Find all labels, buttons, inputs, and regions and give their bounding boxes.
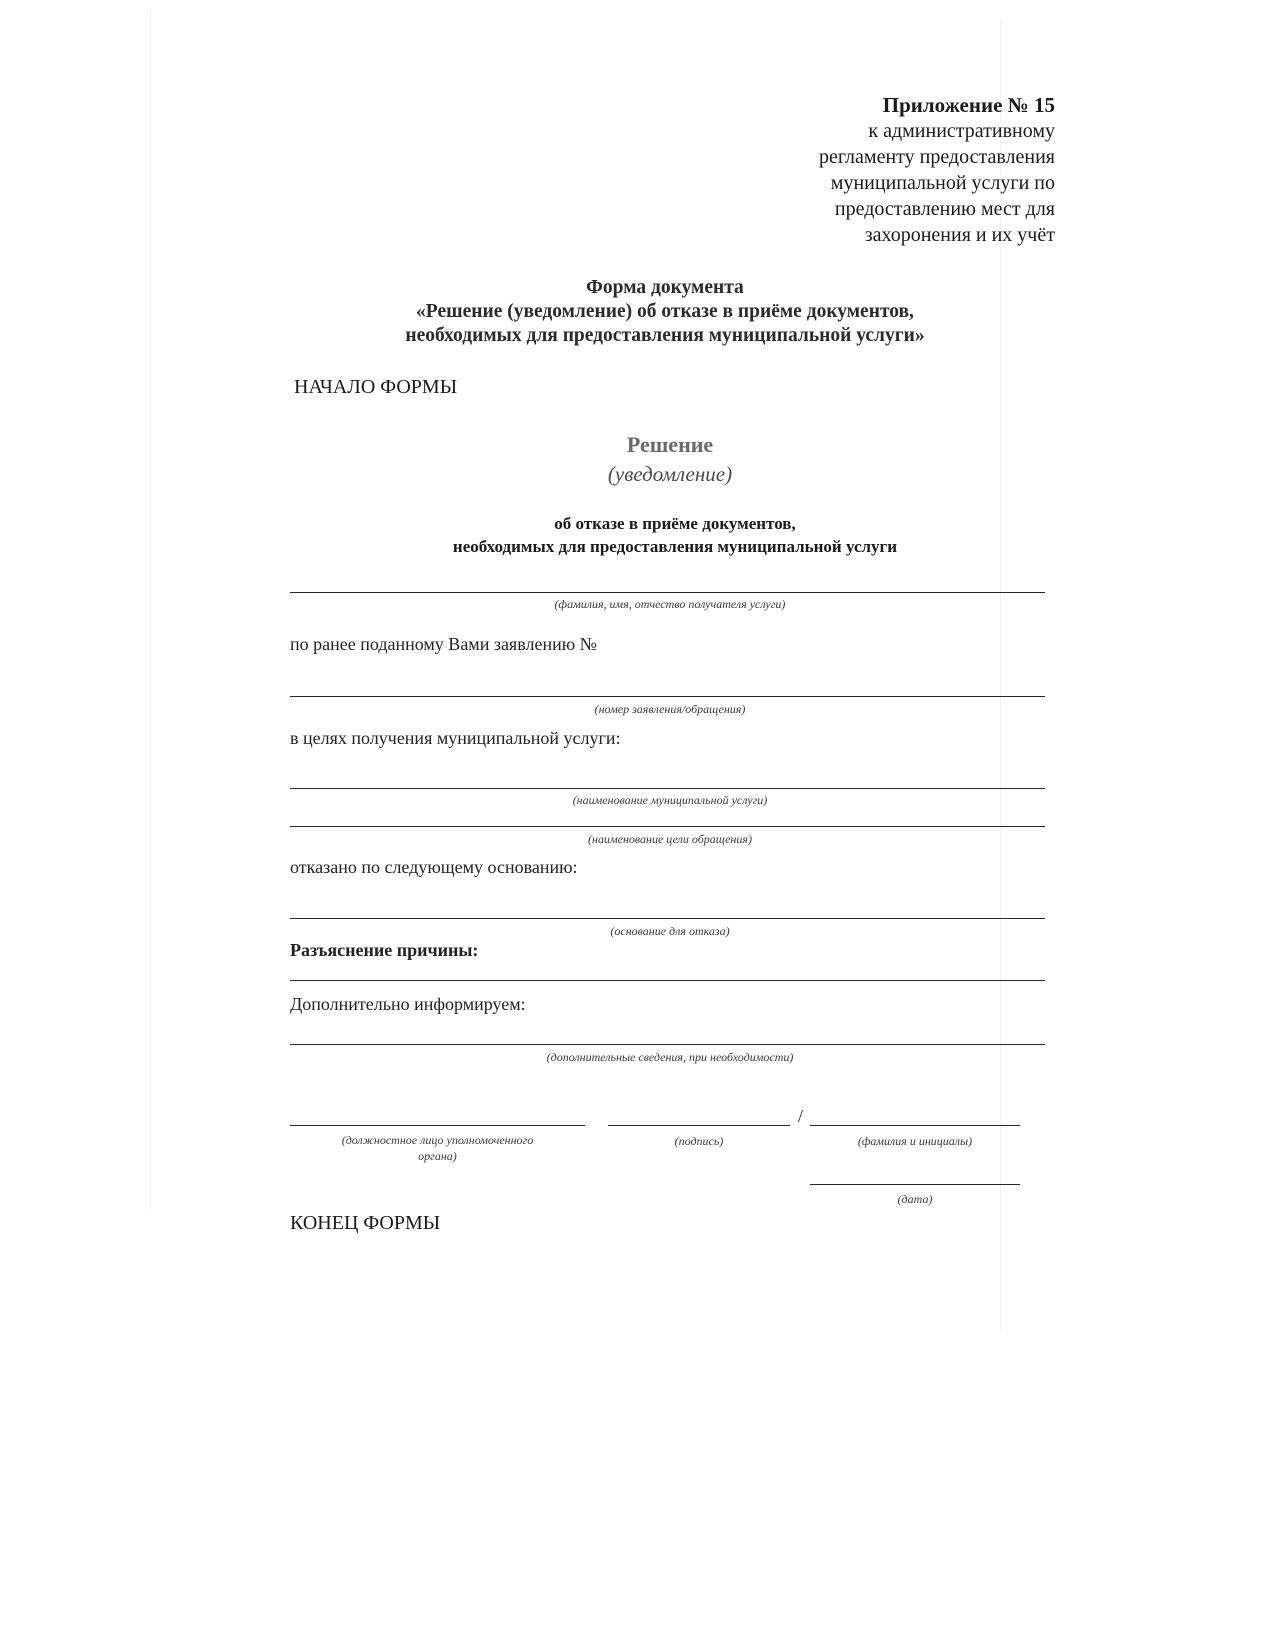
signature-separator: / — [798, 1106, 804, 1126]
date-line[interactable] — [810, 1184, 1020, 1185]
purpose-line[interactable] — [290, 826, 1045, 827]
form-end-marker: КОНЕЦ ФОРМЫ — [290, 1212, 441, 1234]
official-caption-line1: (должностное лицо уполномоченного — [341, 1133, 534, 1147]
appendix-block — [635, 92, 1055, 248]
appendix-line: муниципальной услуги по — [830, 172, 1055, 194]
official-line[interactable] — [290, 1125, 585, 1126]
decision-about-line1: об отказе в приёме документов, — [554, 514, 796, 533]
decision-about-line2: необходимых для предоставления муниципальной услуги — [452, 537, 898, 556]
decision-subtitle: (уведомление) — [607, 462, 733, 486]
scan-edge-left — [150, 10, 151, 1210]
appendix-line: захоронения и их учёт — [864, 224, 1055, 246]
explanation-label: Разъяснение причины: — [290, 940, 479, 960]
explanation-line[interactable] — [290, 980, 1045, 981]
purpose-caption: (наименование цели обращения) — [588, 832, 752, 846]
service-label: в целях получения муниципальной услуги: — [290, 728, 621, 748]
service-name-line[interactable] — [290, 788, 1045, 789]
name-initials-line[interactable] — [810, 1125, 1020, 1126]
application-number-line[interactable] — [290, 696, 1045, 697]
appendix-title: Приложение № 15 — [882, 93, 1055, 117]
date-caption: (дата) — [897, 1192, 933, 1206]
appendix-line: регламенту предоставления — [818, 146, 1055, 168]
official-caption — [290, 1132, 585, 1164]
refusal-reason-label: отказано по следующему основанию: — [290, 857, 578, 877]
signature-caption: (подпись) — [674, 1134, 724, 1148]
decision-about — [290, 512, 1060, 558]
form-start-marker: НАЧАЛО ФОРМЫ — [294, 376, 458, 398]
form-heading-line2: «Решение (уведомление) об отказе в приёме документов, — [416, 301, 914, 322]
recipient-name-caption: (фамилия, имя, отчество получателя услуги) — [554, 597, 786, 611]
signature-line[interactable] — [608, 1125, 790, 1126]
form-heading — [280, 276, 1050, 348]
recipient-name-line[interactable] — [290, 592, 1045, 593]
refusal-reason-line[interactable] — [290, 918, 1045, 919]
service-name-caption: (наименование муниципальной услуги) — [572, 793, 768, 807]
appendix-line: к административному — [868, 120, 1055, 142]
form-heading-line1: Форма документа — [586, 277, 744, 298]
application-number-caption: (номер заявления/обращения) — [594, 702, 746, 716]
additional-info-line[interactable] — [290, 1044, 1045, 1045]
additional-info-caption: (дополнительные сведения, при необходимости) — [546, 1050, 794, 1064]
decision-title: Решение — [626, 432, 714, 457]
refusal-reason-caption: (основание для отказа) — [610, 924, 730, 938]
application-number-label: по ранее поданному Вами заявлению № — [290, 634, 597, 654]
official-caption-line2: органа) — [418, 1149, 457, 1163]
additional-info-label: Дополнительно информируем: — [290, 994, 526, 1014]
appendix-line: предоставлению мест для — [834, 198, 1055, 220]
name-initials-caption: (фамилия и инициалы) — [857, 1134, 973, 1148]
form-heading-line3: необходимых для предоставления муниципальной услуги» — [405, 325, 925, 346]
